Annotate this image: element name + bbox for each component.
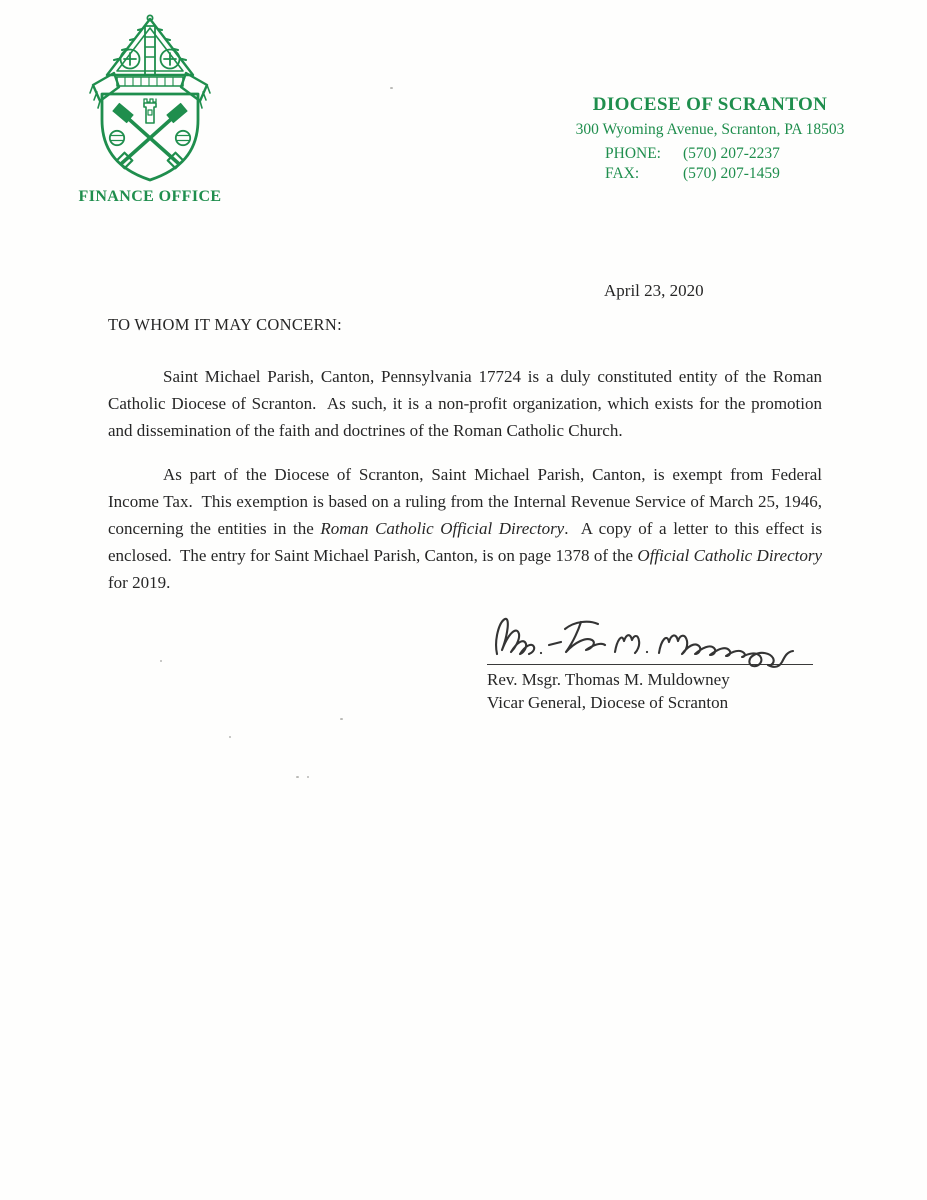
paragraph-2-text: As part of the Diocese of Scranton, Saint Michael Parish, Canton, is exempt from Federal Income Tax. This exemption is based on a ruling from the Internal Revenue Service of March 25, 1946, concerning the entities in the [108,465,822,538]
diocese-coat-of-arms-icon [84,12,216,184]
finance-office-label: FINANCE OFFICE [78,188,222,205]
paragraph-2-text: . A copy of a letter to this effect is enclosed. The entry for Saint Michael Parish, Canton, is on page 1378 of the [108,519,822,565]
letter-body [108,363,822,596]
paragraph-2 [108,461,822,596]
fax-value: (570) 207-1459 [683,165,780,182]
handwritten-signature-icon [491,610,796,668]
paragraph-1: Saint Michael Parish, Canton, Pennsylvania 17724 is a duly constituted entity of the Roman Catholic Diocese of Scranton. As such, it is a non-profit organization, which exists for the promotion and dissemination of the faith and doctrines of the Roman Catholic Church. [108,367,822,440]
org-address: 300 Wyoming Avenue, Scranton, PA 18503 [575,121,845,138]
signatory-name: Rev. Msgr. Thomas M. Muldowney [487,670,730,689]
letterhead-header [548,94,872,183]
phone-value: (570) 207-2237 [683,145,780,162]
signatory-title: Vicar General, Diocese of Scranton [487,693,729,712]
salutation: TO WHOM IT MAY CONCERN: [108,315,342,334]
directory-title-italic: Roman Catholic Official Directory [320,519,565,538]
paragraph-2-text: for 2019. [108,573,171,592]
scan-speck [296,776,299,778]
scan-speck [229,736,231,738]
scan-speck [307,776,309,778]
signature-block [487,610,819,713]
fax-label: FAX: [605,165,640,182]
scan-speck [390,87,393,89]
phone-fax-block [605,145,780,183]
letter-date: April 23, 2020 [604,281,704,300]
scan-speck [340,718,343,720]
org-name: DIOCESE OF SCRANTON [592,94,828,115]
scan-speck [160,660,162,662]
phone-label: PHONE: [605,145,661,162]
directory-title-italic: Official Catholic Directory [637,546,823,565]
